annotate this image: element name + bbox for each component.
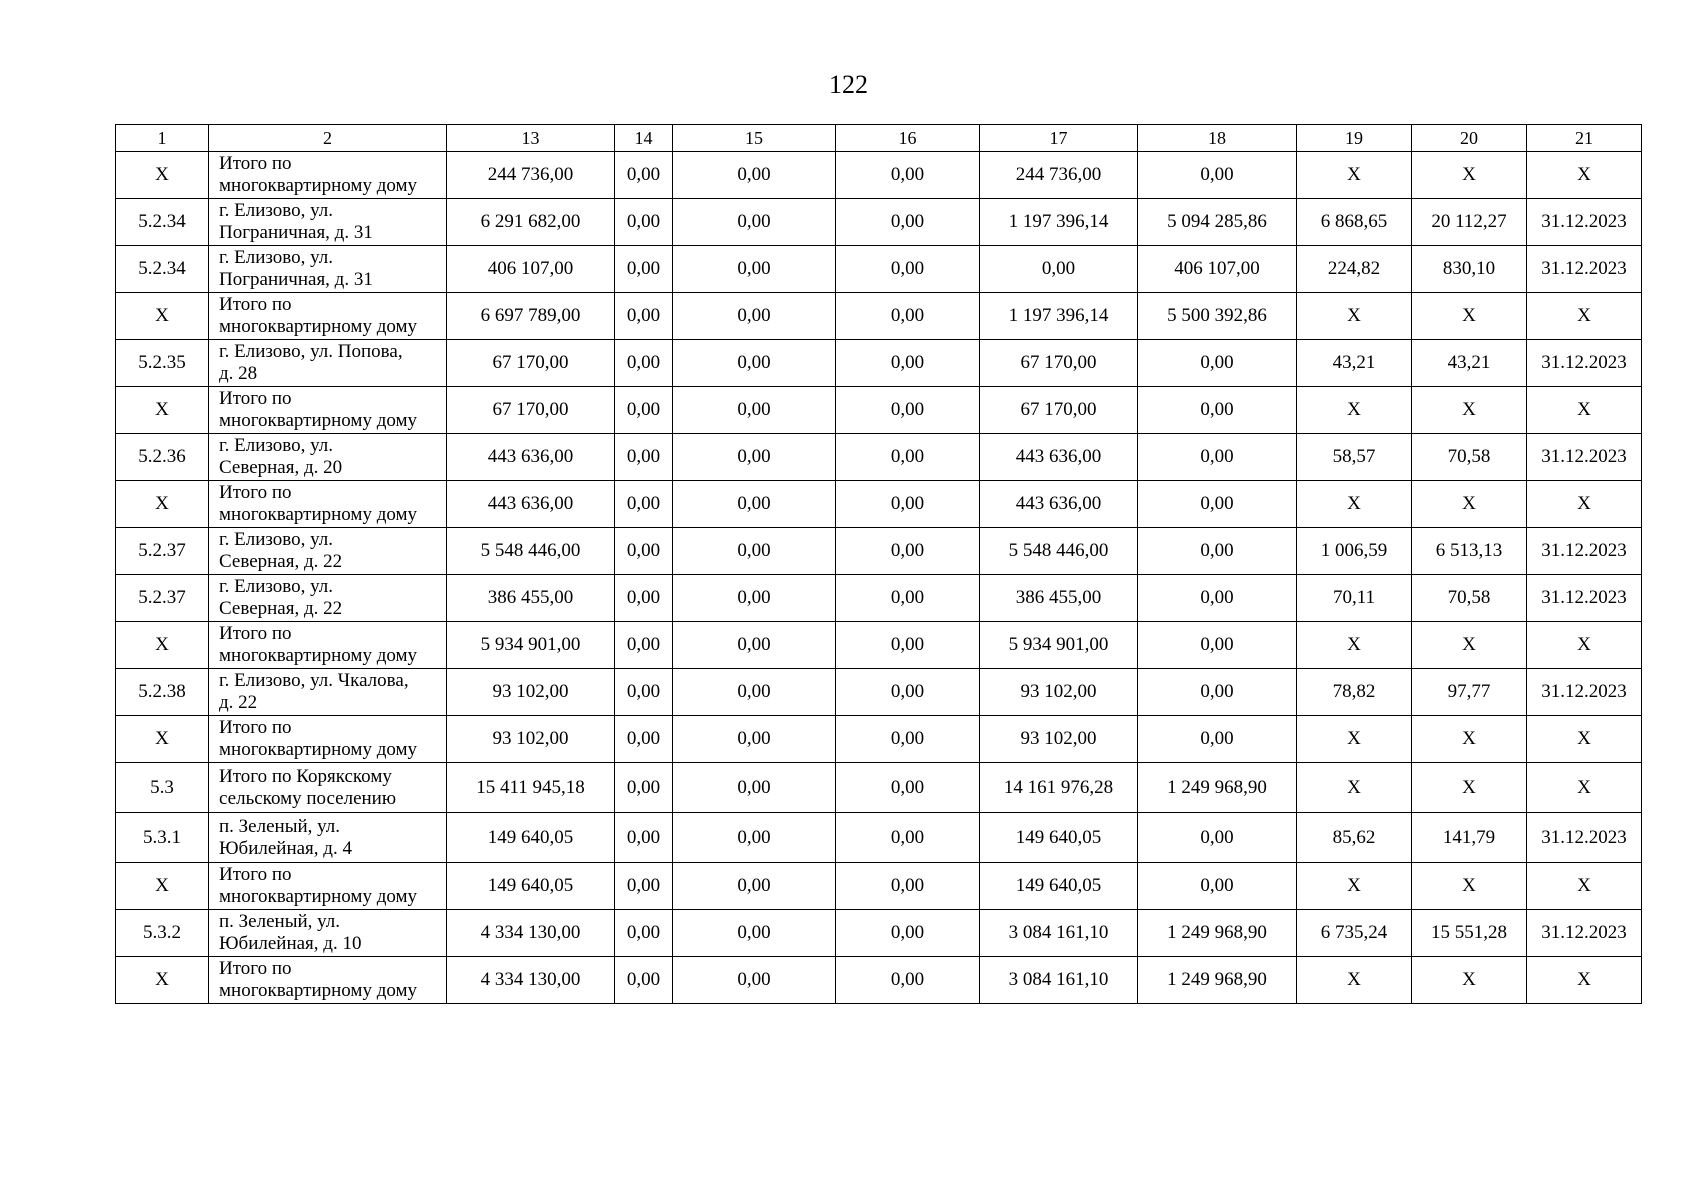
table-row: [116, 481, 1642, 528]
header-row: [116, 125, 1642, 152]
address-cell: [209, 528, 447, 575]
address-cell: [209, 387, 447, 434]
cell-col-19: 70,11: [1297, 575, 1412, 622]
cell-col-13: 5 548 446,00: [447, 528, 615, 575]
address-line: Юбилейная, д. 10: [219, 933, 362, 954]
cell-col-21: X: [1527, 716, 1642, 763]
cell-col-13: 443 636,00: [447, 481, 615, 528]
address-line: Итого по: [219, 153, 292, 174]
header-cell: 16: [836, 125, 980, 152]
cell-col-19: X: [1297, 481, 1412, 528]
cell-col-18: 0,00: [1138, 669, 1297, 716]
cell-col-20: X: [1412, 863, 1527, 910]
cell-col-19: 78,82: [1297, 669, 1412, 716]
cell-col-16: 0,00: [836, 669, 980, 716]
address-cell: [209, 434, 447, 481]
header-cell: 15: [673, 125, 836, 152]
cell-col-17: 67 170,00: [980, 340, 1138, 387]
cell-col-21: 31.12.2023: [1527, 246, 1642, 293]
cell-col-18: 0,00: [1138, 387, 1297, 434]
cell-col-17: 244 736,00: [980, 152, 1138, 199]
cell-col-19: 6 735,24: [1297, 910, 1412, 957]
cell-col-1: X: [116, 152, 209, 199]
cell-col-17: 386 455,00: [980, 575, 1138, 622]
cell-col-14: 0,00: [615, 152, 673, 199]
address-line: Итого по: [219, 958, 292, 979]
address-line: Итого по: [219, 482, 292, 503]
address-line: сельскому поселению: [219, 787, 397, 809]
cell-col-21: X: [1527, 152, 1642, 199]
cell-col-19: 6 868,65: [1297, 199, 1412, 246]
cell-col-21: X: [1527, 481, 1642, 528]
cell-col-20: X: [1412, 481, 1527, 528]
cell-col-1: X: [116, 957, 209, 1004]
address-line: п. Зеленый, ул.: [219, 815, 341, 837]
address-line: г. Елизово, ул.: [219, 200, 334, 221]
cell-col-18: 0,00: [1138, 528, 1297, 575]
cell-col-18: 5 500 392,86: [1138, 293, 1297, 340]
cell-col-19: 1 006,59: [1297, 528, 1412, 575]
cell-col-21: 31.12.2023: [1527, 199, 1642, 246]
cell-col-19: 43,21: [1297, 340, 1412, 387]
cell-col-18: 0,00: [1138, 575, 1297, 622]
cell-col-17: 1 197 396,14: [980, 293, 1138, 340]
table-body: [116, 152, 1642, 1004]
cell-col-21: 31.12.2023: [1527, 669, 1642, 716]
cell-col-16: 0,00: [836, 957, 980, 1004]
cell-col-15: 0,00: [673, 340, 836, 387]
cell-col-17: 149 640,05: [980, 863, 1138, 910]
cell-col-14: 0,00: [615, 716, 673, 763]
cell-col-21: X: [1527, 387, 1642, 434]
address-line: Итого по: [219, 717, 292, 738]
cell-col-20: X: [1412, 152, 1527, 199]
cell-col-20: 70,58: [1412, 434, 1527, 481]
cell-col-1: 5.2.34: [116, 246, 209, 293]
cell-col-20: X: [1412, 622, 1527, 669]
address-cell: [209, 622, 447, 669]
cell-col-18: 0,00: [1138, 716, 1297, 763]
address-cell: [209, 763, 447, 813]
cell-col-19: X: [1297, 293, 1412, 340]
cell-col-13: 244 736,00: [447, 152, 615, 199]
cell-col-19: 85,62: [1297, 813, 1412, 863]
table-row: [116, 716, 1642, 763]
cell-col-15: 0,00: [673, 481, 836, 528]
page-number: 122: [829, 70, 868, 99]
cell-col-17: 149 640,05: [980, 813, 1138, 863]
cell-col-13: 4 334 130,00: [447, 957, 615, 1004]
address-cell: [209, 199, 447, 246]
address-line: п. Зеленый, ул.: [219, 911, 341, 932]
cell-col-19: X: [1297, 152, 1412, 199]
address-line: многоквартирному дому: [219, 504, 418, 525]
address-cell: [209, 481, 447, 528]
address-line: многоквартирному дому: [219, 739, 418, 760]
header-cell: 18: [1138, 125, 1297, 152]
cell-col-15: 0,00: [673, 528, 836, 575]
table-row: [116, 863, 1642, 910]
cell-col-14: 0,00: [615, 199, 673, 246]
address-line: Итого по: [219, 864, 292, 885]
address-line: Итого по Корякскому: [219, 765, 392, 787]
cell-col-19: X: [1297, 387, 1412, 434]
address-line: многоквартирному дому: [219, 980, 418, 1001]
table-row: [116, 575, 1642, 622]
address-cell: [209, 575, 447, 622]
cell-col-16: 0,00: [836, 716, 980, 763]
cell-col-20: X: [1412, 293, 1527, 340]
cell-col-13: 93 102,00: [447, 669, 615, 716]
cell-col-20: X: [1412, 763, 1527, 813]
address-line: многоквартирному дому: [219, 645, 418, 666]
header-cell: 19: [1297, 125, 1412, 152]
cell-col-14: 0,00: [615, 910, 673, 957]
cell-col-13: 15 411 945,18: [447, 763, 615, 813]
cell-col-21: 31.12.2023: [1527, 434, 1642, 481]
cell-col-1: 5.2.35: [116, 340, 209, 387]
cell-col-1: X: [116, 387, 209, 434]
cell-col-14: 0,00: [615, 246, 673, 293]
cell-col-13: 67 170,00: [447, 387, 615, 434]
cell-col-18: 0,00: [1138, 813, 1297, 863]
cell-col-17: 443 636,00: [980, 481, 1138, 528]
cell-col-14: 0,00: [615, 957, 673, 1004]
cell-col-15: 0,00: [673, 622, 836, 669]
cell-col-16: 0,00: [836, 293, 980, 340]
cell-col-15: 0,00: [673, 575, 836, 622]
cell-col-20: 43,21: [1412, 340, 1527, 387]
cell-col-17: 1 197 396,14: [980, 199, 1138, 246]
cell-col-18: 0,00: [1138, 622, 1297, 669]
cell-col-14: 0,00: [615, 293, 673, 340]
cell-col-17: 0,00: [980, 246, 1138, 293]
cell-col-20: X: [1412, 957, 1527, 1004]
cell-col-14: 0,00: [615, 575, 673, 622]
cell-col-15: 0,00: [673, 716, 836, 763]
cell-col-17: 3 084 161,10: [980, 957, 1138, 1004]
cell-col-19: 224,82: [1297, 246, 1412, 293]
cell-col-15: 0,00: [673, 293, 836, 340]
cell-col-20: 97,77: [1412, 669, 1527, 716]
cell-col-20: 15 551,28: [1412, 910, 1527, 957]
address-cell: [209, 246, 447, 293]
address-line: многоквартирному дому: [219, 316, 418, 337]
cell-col-13: 406 107,00: [447, 246, 615, 293]
table-row: [116, 910, 1642, 957]
cell-col-18: 0,00: [1138, 434, 1297, 481]
address-line: г. Елизово, ул.: [219, 247, 334, 268]
cell-col-15: 0,00: [673, 199, 836, 246]
cell-col-21: X: [1527, 293, 1642, 340]
address-line: Северная, д. 20: [219, 457, 343, 478]
cell-col-1: 5.3.2: [116, 910, 209, 957]
cell-col-16: 0,00: [836, 528, 980, 575]
cell-col-15: 0,00: [673, 813, 836, 863]
cell-col-15: 0,00: [673, 246, 836, 293]
address-cell: [209, 152, 447, 199]
cell-col-15: 0,00: [673, 387, 836, 434]
cell-col-1: 5.2.34: [116, 199, 209, 246]
cell-col-19: X: [1297, 716, 1412, 763]
cell-col-17: 3 084 161,10: [980, 910, 1138, 957]
cell-col-13: 6 291 682,00: [447, 199, 615, 246]
header-cell: 17: [980, 125, 1138, 152]
cell-col-13: 443 636,00: [447, 434, 615, 481]
cell-col-1: X: [116, 863, 209, 910]
cell-col-14: 0,00: [615, 813, 673, 863]
cell-col-13: 67 170,00: [447, 340, 615, 387]
cell-col-16: 0,00: [836, 199, 980, 246]
cell-col-16: 0,00: [836, 813, 980, 863]
address-line: Итого по: [219, 294, 292, 315]
cell-col-1: 5.3.1: [116, 813, 209, 863]
cell-col-21: 31.12.2023: [1527, 340, 1642, 387]
cell-col-16: 0,00: [836, 622, 980, 669]
cell-col-1: X: [116, 481, 209, 528]
header-cell: 13: [447, 125, 615, 152]
table-row: [116, 340, 1642, 387]
header-cell: 2: [209, 125, 447, 152]
cell-col-15: 0,00: [673, 434, 836, 481]
address-line: многоквартирному дому: [219, 886, 418, 907]
cell-col-17: 5 548 446,00: [980, 528, 1138, 575]
cell-col-21: X: [1527, 863, 1642, 910]
cell-col-20: X: [1412, 387, 1527, 434]
cell-col-18: 406 107,00: [1138, 246, 1297, 293]
cell-col-18: 0,00: [1138, 340, 1297, 387]
table-row: [116, 622, 1642, 669]
address-line: г. Елизово, ул. Попова,: [219, 341, 403, 362]
address-line: Северная, д. 22: [219, 551, 343, 572]
cell-col-14: 0,00: [615, 763, 673, 813]
address-line: г. Елизово, ул.: [219, 529, 334, 550]
address-line: Итого по: [219, 623, 292, 644]
cell-col-1: 5.3: [116, 763, 209, 813]
cell-col-1: 5.2.37: [116, 575, 209, 622]
cell-col-20: 141,79: [1412, 813, 1527, 863]
cell-col-18: 5 094 285,86: [1138, 199, 1297, 246]
address-line: г. Елизово, ул.: [219, 435, 334, 456]
address-line: Пограничная, д. 31: [219, 222, 373, 243]
cell-col-21: 31.12.2023: [1527, 813, 1642, 863]
cell-col-13: 4 334 130,00: [447, 910, 615, 957]
address-line: г. Елизово, ул. Чкалова,: [219, 670, 409, 691]
table-row: [116, 152, 1642, 199]
cell-col-19: X: [1297, 622, 1412, 669]
cell-col-18: 0,00: [1138, 481, 1297, 528]
cell-col-13: 149 640,05: [447, 813, 615, 863]
cell-col-21: 31.12.2023: [1527, 528, 1642, 575]
header-cell: 20: [1412, 125, 1527, 152]
table-row: [116, 246, 1642, 293]
cell-col-14: 0,00: [615, 669, 673, 716]
address-cell: [209, 813, 447, 863]
table-row: [116, 763, 1642, 813]
cell-col-21: 31.12.2023: [1527, 910, 1642, 957]
table-row: [116, 199, 1642, 246]
address-cell: [209, 669, 447, 716]
cell-col-13: 93 102,00: [447, 716, 615, 763]
cell-col-21: X: [1527, 763, 1642, 813]
cell-col-18: 0,00: [1138, 863, 1297, 910]
cell-col-1: X: [116, 716, 209, 763]
cell-col-20: 70,58: [1412, 575, 1527, 622]
cell-col-19: X: [1297, 763, 1412, 813]
table-row: [116, 293, 1642, 340]
cell-col-16: 0,00: [836, 863, 980, 910]
cell-col-15: 0,00: [673, 669, 836, 716]
cell-col-17: 14 161 976,28: [980, 763, 1138, 813]
cell-col-14: 0,00: [615, 434, 673, 481]
table-row: [116, 434, 1642, 481]
address-line: Итого по: [219, 388, 292, 409]
cell-col-16: 0,00: [836, 481, 980, 528]
cell-col-15: 0,00: [673, 957, 836, 1004]
address-line: д. 28: [219, 363, 258, 384]
cell-col-20: 20 112,27: [1412, 199, 1527, 246]
table-row: [116, 957, 1642, 1004]
cell-col-13: 5 934 901,00: [447, 622, 615, 669]
cell-col-19: X: [1297, 863, 1412, 910]
cell-col-17: 443 636,00: [980, 434, 1138, 481]
cell-col-14: 0,00: [615, 622, 673, 669]
cell-col-15: 0,00: [673, 910, 836, 957]
address-cell: [209, 910, 447, 957]
address-cell: [209, 340, 447, 387]
cell-col-19: X: [1297, 957, 1412, 1004]
address-line: Пограничная, д. 31: [219, 269, 373, 290]
address-line: Северная, д. 22: [219, 598, 343, 619]
address-line: г. Елизово, ул.: [219, 576, 334, 597]
cell-col-19: 58,57: [1297, 434, 1412, 481]
cell-col-16: 0,00: [836, 246, 980, 293]
cell-col-15: 0,00: [673, 763, 836, 813]
cell-col-17: 93 102,00: [980, 669, 1138, 716]
address-cell: [209, 957, 447, 1004]
cell-col-13: 149 640,05: [447, 863, 615, 910]
cell-col-17: 5 934 901,00: [980, 622, 1138, 669]
table-row: [116, 813, 1642, 863]
address-line: д. 22: [219, 692, 258, 713]
cell-col-21: X: [1527, 957, 1642, 1004]
cell-col-18: 1 249 968,90: [1138, 910, 1297, 957]
header-cell: 21: [1527, 125, 1642, 152]
address-line: многоквартирному дому: [219, 175, 418, 196]
table-row: [116, 387, 1642, 434]
address-cell: [209, 293, 447, 340]
cell-col-15: 0,00: [673, 863, 836, 910]
address-line: многоквартирному дому: [219, 410, 418, 431]
cell-col-14: 0,00: [615, 528, 673, 575]
cell-col-16: 0,00: [836, 387, 980, 434]
header-cell: 1: [116, 125, 209, 152]
cell-col-16: 0,00: [836, 910, 980, 957]
cell-col-20: 6 513,13: [1412, 528, 1527, 575]
cell-col-13: 6 697 789,00: [447, 293, 615, 340]
cell-col-13: 386 455,00: [447, 575, 615, 622]
cell-col-14: 0,00: [615, 481, 673, 528]
cell-col-1: 5.2.36: [116, 434, 209, 481]
cell-col-14: 0,00: [615, 387, 673, 434]
cell-col-20: 830,10: [1412, 246, 1527, 293]
cell-col-21: X: [1527, 622, 1642, 669]
cell-col-21: 31.12.2023: [1527, 575, 1642, 622]
data-table: [115, 124, 1642, 1004]
cell-col-17: 67 170,00: [980, 387, 1138, 434]
cell-col-1: 5.2.37: [116, 528, 209, 575]
cell-col-20: X: [1412, 716, 1527, 763]
address-cell: [209, 716, 447, 763]
cell-col-16: 0,00: [836, 434, 980, 481]
cell-col-16: 0,00: [836, 152, 980, 199]
cell-col-14: 0,00: [615, 340, 673, 387]
table-row: [116, 528, 1642, 575]
table-row: [116, 669, 1642, 716]
cell-col-16: 0,00: [836, 575, 980, 622]
cell-col-18: 1 249 968,90: [1138, 763, 1297, 813]
cell-col-1: X: [116, 622, 209, 669]
cell-col-18: 1 249 968,90: [1138, 957, 1297, 1004]
address-line: Юбилейная, д. 4: [219, 837, 352, 859]
address-cell: [209, 863, 447, 910]
cell-col-1: 5.2.38: [116, 669, 209, 716]
cell-col-1: X: [116, 293, 209, 340]
header-cell: 14: [615, 125, 673, 152]
cell-col-16: 0,00: [836, 763, 980, 813]
cell-col-17: 93 102,00: [980, 716, 1138, 763]
cell-col-15: 0,00: [673, 152, 836, 199]
cell-col-16: 0,00: [836, 340, 980, 387]
cell-col-18: 0,00: [1138, 152, 1297, 199]
cell-col-14: 0,00: [615, 863, 673, 910]
